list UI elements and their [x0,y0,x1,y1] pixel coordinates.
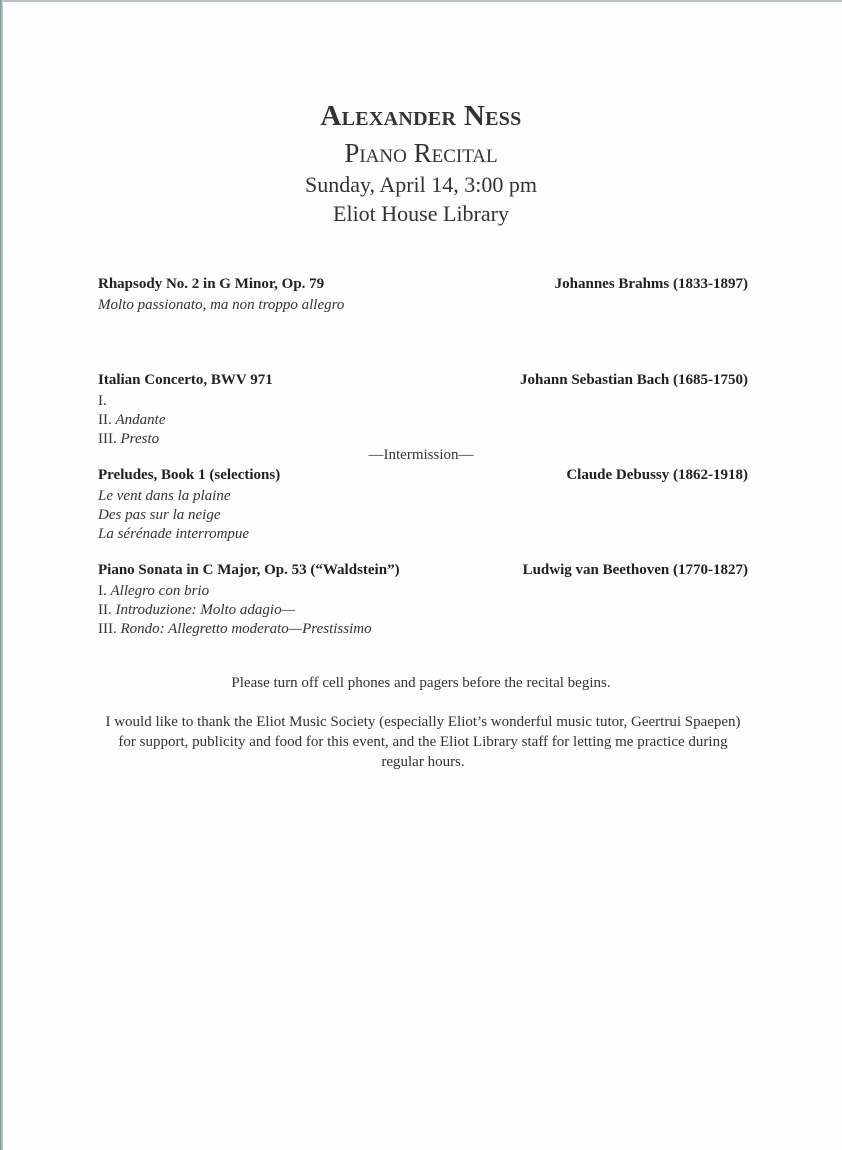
event-title: Piano Recital [344,138,498,168]
composer-name: Claude Debussy (1862-1918) [566,467,748,483]
intermission-label: —Intermission— [368,447,474,463]
movement-number: II. [98,412,112,428]
composer-name: Johannes Brahms (1833-1897) [554,276,748,292]
event-date-time: Sunday, April 14, 3:00 pm [304,172,538,197]
movement-name: Molto passionato, ma non troppo allegro [98,297,345,313]
movement-number: I. [98,393,107,409]
movement-line [98,411,748,430]
movement-name: Des pas sur la neige [98,507,221,523]
movement-line [98,506,748,525]
performer-name: Alexander Ness [320,100,522,132]
piece-title: Preludes, Book 1 (selections) [98,467,281,483]
movement-line [98,525,748,544]
movement-line [98,296,748,315]
movement-name: La sérénade interrompue [98,526,250,542]
movement-line [98,582,748,601]
program-item-brahms [98,276,748,315]
piece-title: Rhapsody No. 2 in G Minor, Op. 79 [98,276,325,292]
movement-number: II. [98,602,112,618]
movement-line [98,487,748,506]
movement-name: Introduzione: Molto adagio— [115,602,295,618]
movement-name: Rondo: Allegretto moderato—Prestissimo [120,621,372,637]
movement-number: III. [98,621,117,637]
program-item-debussy [98,467,748,544]
movement-name: Andante [115,412,166,428]
program-item-bach [98,372,748,449]
piece-title: Italian Concerto, BWV 971 [98,372,273,388]
movement-line [98,392,748,411]
movement-name: Le vent dans la plaine [98,488,231,504]
title-block [0,96,842,228]
movement-number: I. [98,583,107,599]
scan-edge-top [0,0,842,2]
movement-name: Allegro con brio [110,583,210,599]
event-venue: Eliot House Library [333,201,509,226]
movement-line [98,601,748,620]
acknowledgements: I would like to thank the Eliot Music Society (especially Eliot’s wonderful music tutor, Geertrui Spaepen) for support, publicity and food for this event, and the Eliot Library staff for letting me practice during regular hours. [105,714,741,770]
piece-title: Piano Sonata in C Major, Op. 53 (“Waldstein”) [98,562,400,578]
program-item-beethoven [98,562,748,639]
movement-name: Presto [120,431,160,447]
movement-line [98,620,748,639]
movement-number: III. [98,431,117,447]
composer-name: Johann Sebastian Bach (1685-1750) [520,372,748,388]
composer-name: Ludwig van Beethoven (1770-1827) [522,562,748,578]
phone-notice: Please turn off cell phones and pagers before the recital begins. [231,675,611,691]
